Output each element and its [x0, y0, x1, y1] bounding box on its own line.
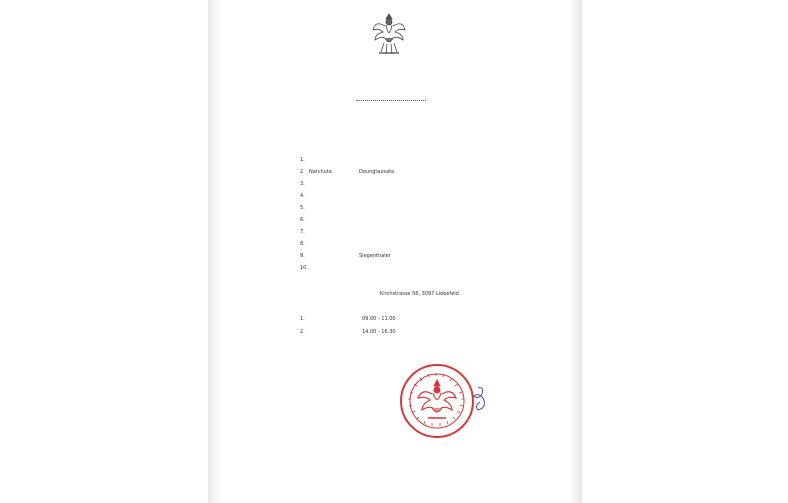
- page-shadow-left: [208, 0, 222, 503]
- list-item: [300, 265, 440, 274]
- schedule-item-time: 09.00 - 11.00: [362, 316, 396, 322]
- list-item-number: 10.: [300, 265, 308, 271]
- schedule-item-number: 1.: [300, 316, 305, 322]
- document-page: [222, 0, 568, 503]
- list-item: [300, 229, 440, 238]
- list-item: [300, 193, 440, 202]
- list-item: [300, 205, 440, 214]
- exam-address: Kirchstrasse 56, 3097 Liebefeld: [380, 291, 459, 297]
- list-item: [300, 157, 440, 166]
- candidate-surname: Siegenthaler: [359, 253, 391, 259]
- candidate-first-name: Natchuta: [309, 169, 332, 175]
- schedule-item-label: [300, 329, 360, 335]
- list-item-number: 5.: [300, 205, 305, 211]
- list-item-number: 2.: [300, 169, 305, 175]
- list-item: [300, 241, 440, 250]
- list-item-number: 3.: [300, 181, 305, 187]
- signature-icon: [466, 384, 490, 414]
- embassy-seal-stamp-icon: [398, 362, 476, 440]
- list-item: [300, 169, 440, 178]
- list-item-number: 8.: [300, 241, 305, 247]
- list-item-number: 9.: [300, 253, 305, 259]
- garuda-emblem-icon: [369, 10, 409, 58]
- candidate-surname: Doungtaosate: [359, 169, 395, 175]
- list-item-number: 1.: [300, 157, 305, 163]
- list-item: [300, 217, 440, 226]
- page-shadow-right: [568, 0, 582, 503]
- schedule-item-number: 2.: [300, 329, 305, 335]
- list-item: [300, 253, 440, 262]
- list-item-number: 6.: [300, 217, 305, 223]
- list-item: [300, 181, 440, 190]
- title-divider: [356, 100, 426, 101]
- schedule-item-time: 14.00 - 16.30: [362, 329, 396, 335]
- list-item-number: 7.: [300, 229, 305, 235]
- list-item-number: 4.: [300, 193, 305, 199]
- schedule-item-label: [300, 316, 360, 322]
